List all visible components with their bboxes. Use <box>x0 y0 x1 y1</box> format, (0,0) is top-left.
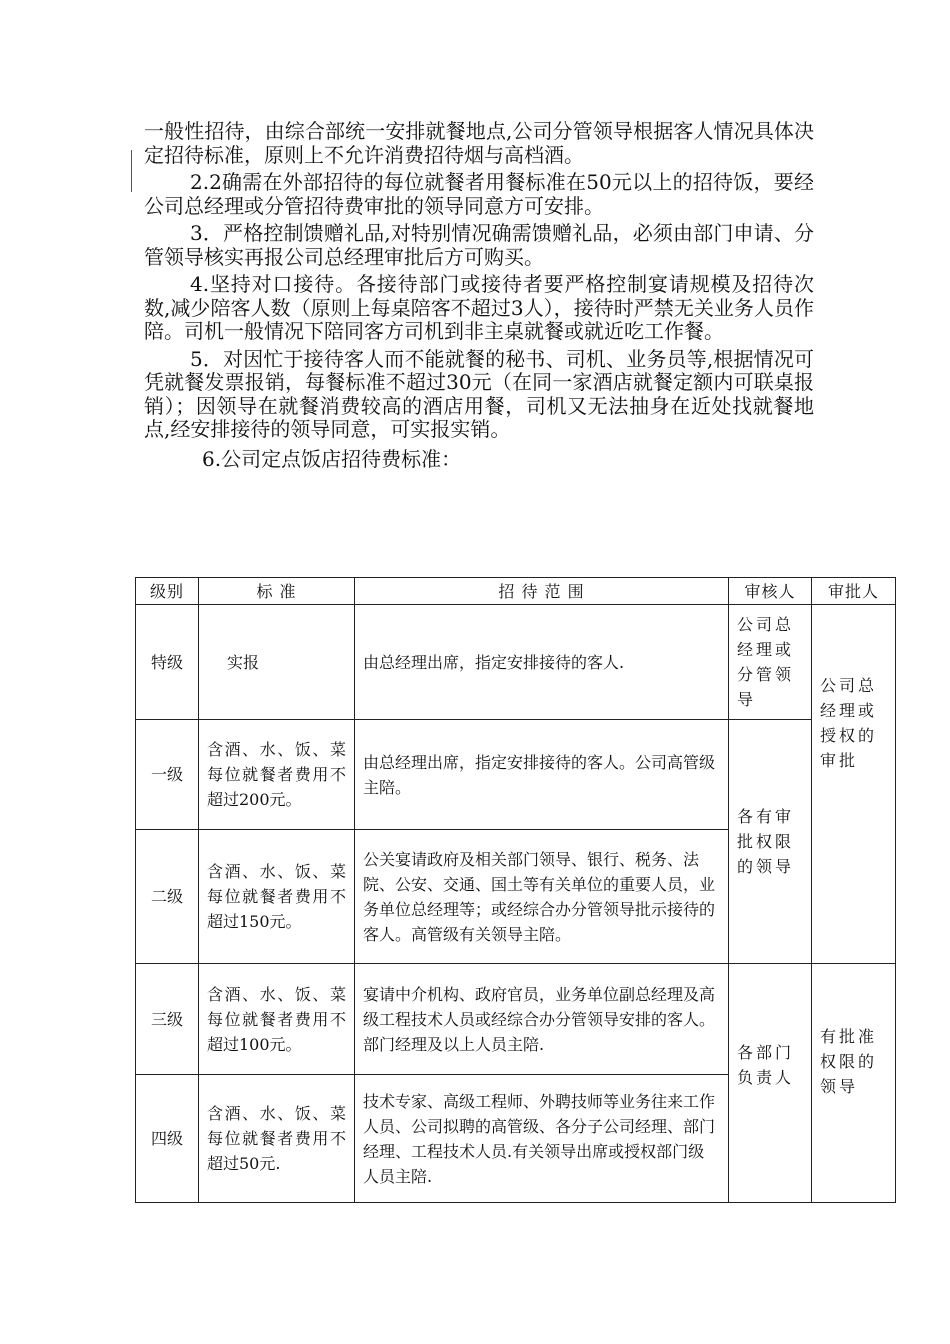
scope-cell: 技术专家、高级工程师、外聘技师等业务往来工作人员、公司拟聘的高管级、各分子公司经理、部门经理、工程技术人员.有关领导出席或授权部门级人员主陪. <box>355 1075 729 1203</box>
table-row <box>136 605 896 720</box>
level-cell: 特级 <box>136 605 199 720</box>
level-cell: 三级 <box>136 964 199 1075</box>
standard-cell: 含酒、水、饭、菜每位就餐者费用不超过100元。 <box>199 964 355 1075</box>
scope-cell: 由总经理出席，指定安排接待的客人. <box>355 605 729 720</box>
header-approver: 审批人 <box>812 578 896 605</box>
reviewer-cell-levels-3-4: 各部门负责人 <box>729 964 812 1203</box>
paragraph-5: 5．对因忙于接待客人而不能就餐的秘书、司机、业务员等,根据情况可凭就餐发票报销，每餐标准不超过30元（在同一家酒店就餐定额内可联桌报销）；因领导在就餐消费较高的酒店用餐，司机又无法抽身在近处找就餐地点,经安排接待的领导同意，可实报实销。 <box>144 346 814 441</box>
scope-cell: 宴请中介机构、政府官员，业务单位副总经理及高级工程技术人员或经综合办分管领导安排的客人。部门经理及以上人员主陪. <box>355 964 729 1075</box>
standard-cell: 含酒、水、饭、菜每位就餐者费用不超过200元。 <box>199 720 355 830</box>
standard-cell: 含酒、水、饭、菜每位就餐者费用不超过150元。 <box>199 830 355 964</box>
policy-text <box>144 120 814 471</box>
scope-cell: 由总经理出席，指定安排接待的客人。公司高管级主陪。 <box>355 720 729 830</box>
paragraph-4: 4.坚持对口接待。各接待部门或接待者要严格控制宴请规模及招待次数,减少陪客人数（原则上每桌陪客不超过3人），接待时严禁无关业务人员作陪。司机一般情况下陪同客方司机到非主桌就餐或就近吃工作餐。 <box>144 272 814 343</box>
table-caption: 6.公司定点饭店招待费标准： <box>202 446 462 471</box>
paragraph-3: 3．严格控制馈赠礼品,对特别情况确需馈赠礼品，必须由部门申请、分管领导核实再报公司总经理审批后方可购买。 <box>144 221 814 269</box>
approver-cell-lower: 有批准权限的领导 <box>812 964 896 1203</box>
reception-standard-table <box>135 577 896 1203</box>
scope-cell: 公关宴请政府及相关部门领导、银行、税务、法院、公安、交通、国土等有关单位的重要人员，业务单位总经理等；或经综合办分管领导批示接待的客人。高管级有关领导主陪。 <box>355 830 729 964</box>
reviewer-cell-special: 公司总经理或分管领导 <box>729 605 812 720</box>
level-cell: 一级 <box>136 720 199 830</box>
level-cell: 二级 <box>136 830 199 964</box>
header-scope: 招 待 范 围 <box>355 578 729 605</box>
standard-cell: 实报 <box>199 605 355 720</box>
reviewer-cell-levels-1-2: 各有审批权限的领导 <box>729 720 812 964</box>
header-reviewer: 审核人 <box>729 578 812 605</box>
margin-mark <box>131 150 132 192</box>
table-header-row <box>136 578 896 605</box>
level-cell: 四级 <box>136 1075 199 1203</box>
table-row <box>136 720 896 830</box>
header-standard: 标 准 <box>199 578 355 605</box>
table-row <box>136 964 896 1075</box>
paragraph-1: 一般性招待，由综合部统一安排就餐地点,公司分管领导根据客人情况具体决定招待标准，原则上不允许消费招待烟与高档酒。 <box>144 119 814 167</box>
paragraph-2-2: 2.2确需在外部招待的每位就餐者用餐标准在50元以上的招待饭，要经公司总经理或分管招待费审批的领导同意方可安排。 <box>144 170 814 218</box>
header-level: 级别 <box>136 578 199 605</box>
standard-cell: 含酒、水、饭、菜每位就餐者费用不超过50元. <box>199 1075 355 1203</box>
approver-cell-upper: 公司总经理或授权的审批 <box>812 605 896 964</box>
